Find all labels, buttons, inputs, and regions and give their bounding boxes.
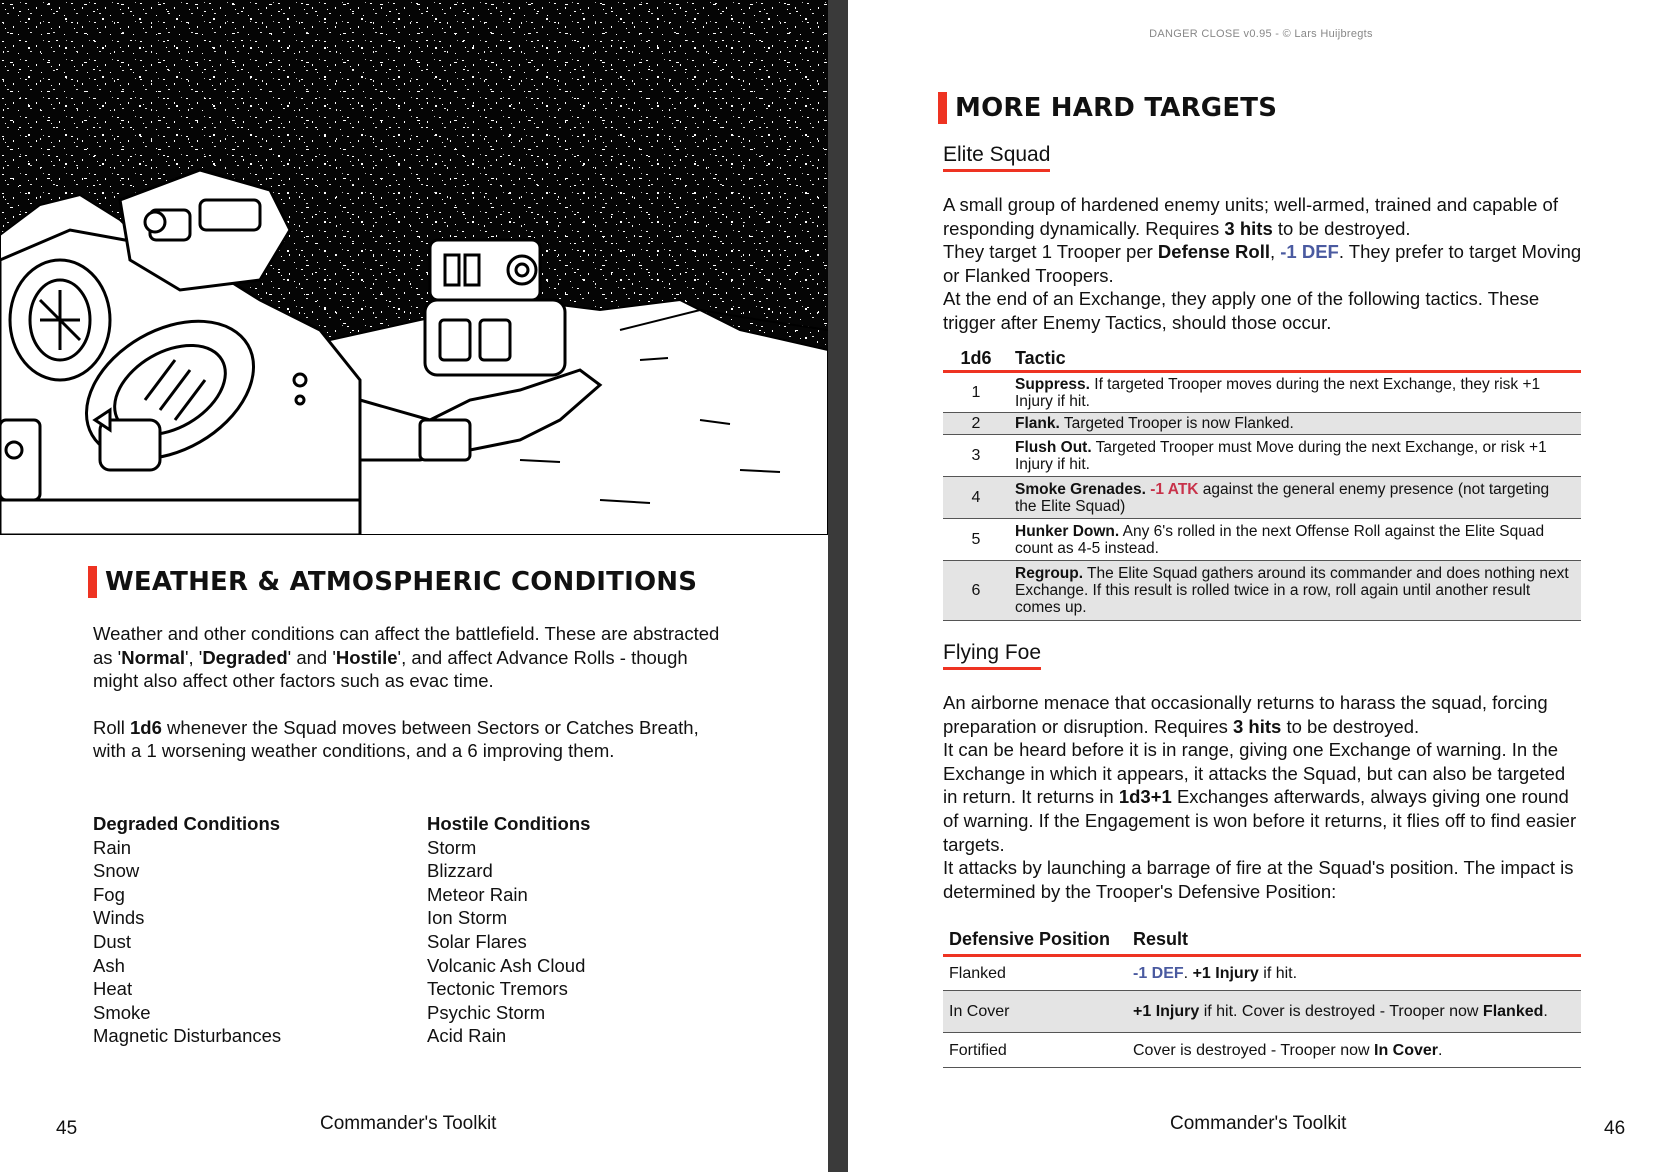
roll-number: 3 [943,435,1009,477]
list-item: Rain [93,836,132,858]
table-row [943,1033,1581,1068]
hostile-conditions-heading: Hostile Conditions [427,813,591,834]
table-row [943,435,1581,477]
table-row [943,991,1581,1033]
elite-tactics-table [943,346,1581,621]
page-footer-title: Commander's Toolkit [320,1113,497,1134]
list-item: Smoke [93,1001,151,1023]
elite-squad-heading: Elite Squad [943,143,1050,172]
list-item: Solar Flares [427,930,527,952]
list-item: Ash [93,954,125,976]
list-item: Winds [93,907,145,929]
degraded-conditions-list [93,812,393,1048]
weather-intro [93,622,733,763]
tactic-cell: Hunker Down. Any 6's rolled in the next Offense Roll against the Elite Squad count as 4-5 instead. [1009,519,1581,561]
right-page [848,0,1674,1172]
result-cell: Cover is destroyed - Trooper now In Cover. [1127,1033,1581,1068]
weather-section-title: WEATHER & ATMOSPHERIC CONDITIONS [105,567,698,597]
list-item: Volcanic Ash Cloud [427,954,586,976]
table-header-row [943,346,1581,372]
page-number: 46 [1604,1118,1626,1139]
weather-intro-paragraph: Weather and other conditions can affect the battlefield. These are abstracted as 'Normal', 'Degraded' and 'Hostile', and affect Advance Rolls - though might also affect other factors such as evac time. [93,623,720,692]
table-row [943,519,1581,561]
roll-number: 6 [943,561,1009,621]
tactic-cell: Flush Out. Targeted Trooper must Move during the next Exchange, or risk +1 Injury if hit. [1009,435,1581,477]
list-item: Storm [427,836,477,858]
tactic-cell: Regroup. The Elite Squad gathers around its commander and does nothing next Exchange. If this result is rolled twice in a row, roll again until another result comes up. [1009,561,1581,621]
tactic-cell: Suppress. If targeted Trooper moves during the next Exchange, they risk +1 Injury if hit. [1009,372,1581,413]
list-item: Heat [93,978,133,1000]
column-header-defensive-position: Defensive Position [943,927,1127,956]
roll-number: 1 [943,372,1009,413]
list-item: Blizzard [427,860,493,882]
table-row [943,956,1581,991]
position-cell: Flanked [943,956,1127,991]
tactic-cell: Flank. Targeted Trooper is now Flanked. [1009,413,1581,435]
list-item: Dust [93,930,132,952]
page-footer-title: Commander's Toolkit [1170,1113,1347,1134]
hard-targets-section-title: MORE HARD TARGETS [955,93,1278,123]
roll-number: 5 [943,519,1009,561]
tactic-cell: Smoke Grenades. -1 ATK against the general enemy presence (not targeting the Elite Squad) [1009,477,1581,519]
running-header: DANGER CLOSE v0.95 - © Lars Huijbregts [1149,28,1373,40]
page-number: 45 [56,1118,78,1139]
defensive-position-table [943,927,1581,1068]
elite-paragraph-1: A small group of hardened enemy units; well-armed, trained and capable of responding dynamically. Requires 3 hits to be destroyed. [943,194,1558,239]
elite-squad-description [943,193,1583,335]
hostile-conditions-list [427,812,727,1048]
flying-paragraph-3: It attacks by launching a barrage of fire at the Squad's position. The impact is determined by the Trooper's Defensive Position: [943,857,1574,902]
book-gutter [828,0,848,1172]
weather-section-heading [88,566,697,598]
roll-number: 2 [943,413,1009,435]
degraded-conditions-heading: Degraded Conditions [93,813,281,834]
result-cell: +1 Injury if hit. Cover is destroyed - Trooper now Flanked. [1127,991,1581,1033]
list-item: Snow [93,860,140,882]
column-header-result: Result [1127,927,1581,956]
position-cell: In Cover [943,991,1127,1033]
column-header-tactic: Tactic [1009,346,1581,372]
table-row [943,372,1581,413]
roll-paragraph: Roll 1d6 whenever the Squad moves between Sectors or Catches Breath, with a 1 worsening weather conditions, and a 6 improving them. [93,716,699,762]
hard-targets-section-heading [938,92,1277,124]
column-header-1d6: 1d6 [943,346,1009,372]
heading-accent-bar [88,566,97,598]
list-item: Psychic Storm [427,1001,546,1023]
table-row [943,561,1581,621]
robot-illustration [0,0,828,535]
flying-foe-description [943,691,1583,903]
elite-paragraph-3: At the end of an Exchange, they apply one of the following tactics. These trigger after Enemy Tactics, should those occur. [943,288,1540,333]
result-cell: -1 DEF. +1 Injury if hit. [1127,956,1581,991]
list-item: Meteor Rain [427,883,528,905]
table-row [943,413,1581,435]
list-item: Tectonic Tremors [427,978,568,1000]
list-item: Acid Rain [427,1025,507,1047]
heading-accent-bar [938,92,947,124]
left-page [0,0,828,1172]
list-item: Ion Storm [427,907,508,929]
flying-paragraph-1: An airborne menace that occasionally returns to harass the squad, forcing preparation or disruption. Requires 3 hits to be destroyed. [943,692,1548,737]
table-row [943,477,1581,519]
position-cell: Fortified [943,1033,1127,1068]
list-item: Fog [93,883,125,905]
flying-foe-heading: Flying Foe [943,641,1041,670]
flying-paragraph-2: It can be heard before it is in range, giving one Exchange of warning. In the Exchange in which it appears, it attacks the Squad, but can also be targeted in return. It returns in 1d3+1 Exchanges afterwards, always giving one round of warning. If the Engagement is won before it returns, it flies off to find easier targets. [943,739,1577,855]
list-item: Magnetic Disturbances [93,1025,282,1047]
table-header-row [943,927,1581,956]
elite-paragraph-2: They target 1 Trooper per Defense Roll, -1 DEF. They prefer to target Moving or Flanked Troopers. [943,241,1582,286]
roll-number: 4 [943,477,1009,519]
